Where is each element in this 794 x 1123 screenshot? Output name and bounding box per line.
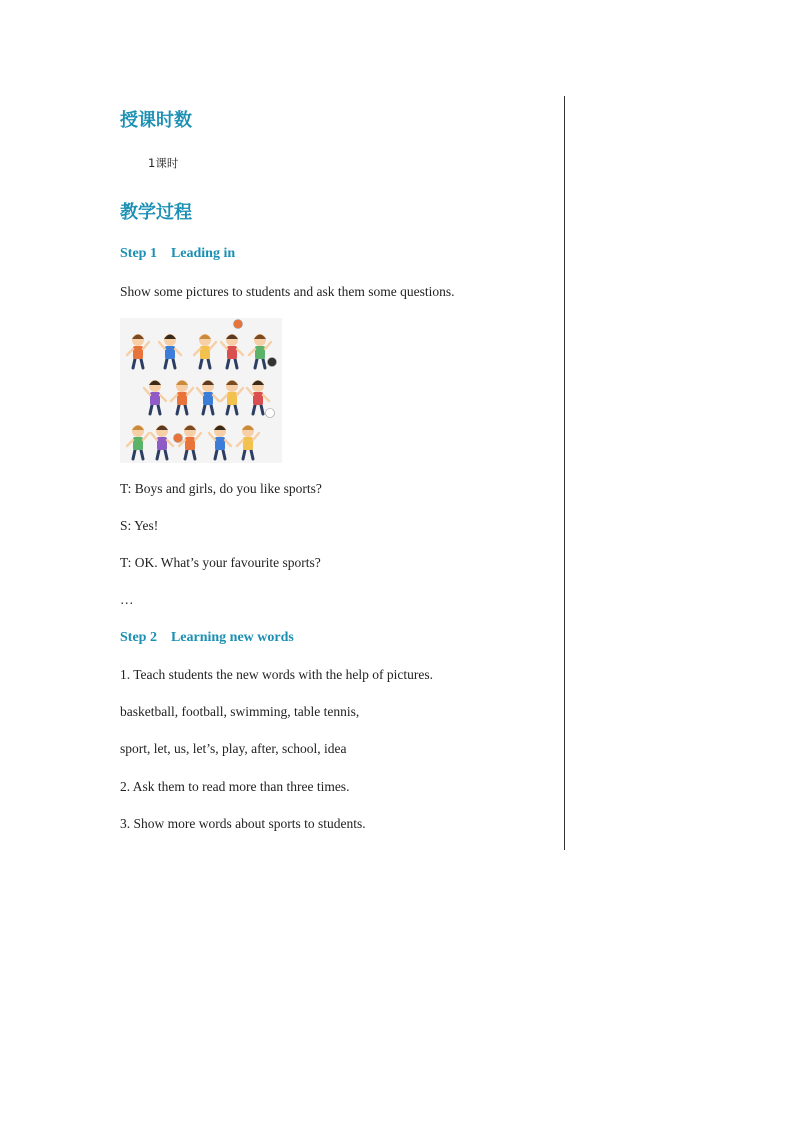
kid-figure-part <box>227 392 237 405</box>
dialogue-line-2: S: Yes! <box>120 518 159 533</box>
step2-line-4: 2. Ask them to read more than three times. <box>120 779 350 794</box>
column-divider <box>564 96 565 850</box>
kid-figure-part <box>133 437 143 450</box>
kid-figure-part <box>203 392 213 405</box>
step2-number: Step 2 <box>120 630 157 645</box>
teaching-process-heading: 教学过程 <box>120 202 192 223</box>
step2-line-2: basketball, football, swimming, table tennis, <box>120 704 360 719</box>
class-hours-value: 1课时 <box>148 156 179 170</box>
step2-title: Learning new words <box>170 630 294 645</box>
kid-figure-part <box>165 346 175 359</box>
kid-figure-part <box>255 346 265 359</box>
step1-intro: Show some pictures to students and ask them some questions. <box>120 284 455 299</box>
kid-figure-part <box>185 437 195 450</box>
kid-figure-part <box>177 392 187 405</box>
kid-figure-part <box>157 437 167 450</box>
step2-line-3: sport, let, us, let’s, play, after, school, idea <box>120 741 347 756</box>
dialogue-line-3: T: OK. What’s your favourite sports? <box>120 555 321 570</box>
kid-figure-part <box>215 437 225 450</box>
step2-heading <box>120 630 294 646</box>
dialogue-ellipsis: … <box>120 592 134 607</box>
kid-figure-part <box>200 346 210 359</box>
ball-icon <box>174 434 183 443</box>
step2-line-1: 1. Teach students the new words with the help of pictures. <box>120 667 433 682</box>
ball-icon <box>234 320 243 329</box>
step1-heading <box>120 246 235 262</box>
kids-sports-illustration-icon <box>120 318 282 463</box>
dialogue-line-1: T: Boys and girls, do you like sports? <box>120 481 322 496</box>
step1-number: Step 1 <box>120 246 157 261</box>
kid-figure-part <box>253 392 263 405</box>
step2-line-5: 3. Show more words about sports to students. <box>120 816 366 831</box>
kid-figure-part <box>243 437 253 450</box>
sports-kids-image <box>120 318 282 463</box>
class-hours-heading: 授课时数 <box>120 110 192 131</box>
kid-figure-part <box>150 392 160 405</box>
kid-figure-part <box>227 346 237 359</box>
ball-icon <box>266 409 275 418</box>
kid-figure-part <box>133 346 143 359</box>
step1-title: Leading in <box>170 246 236 261</box>
ball-icon <box>268 358 277 367</box>
